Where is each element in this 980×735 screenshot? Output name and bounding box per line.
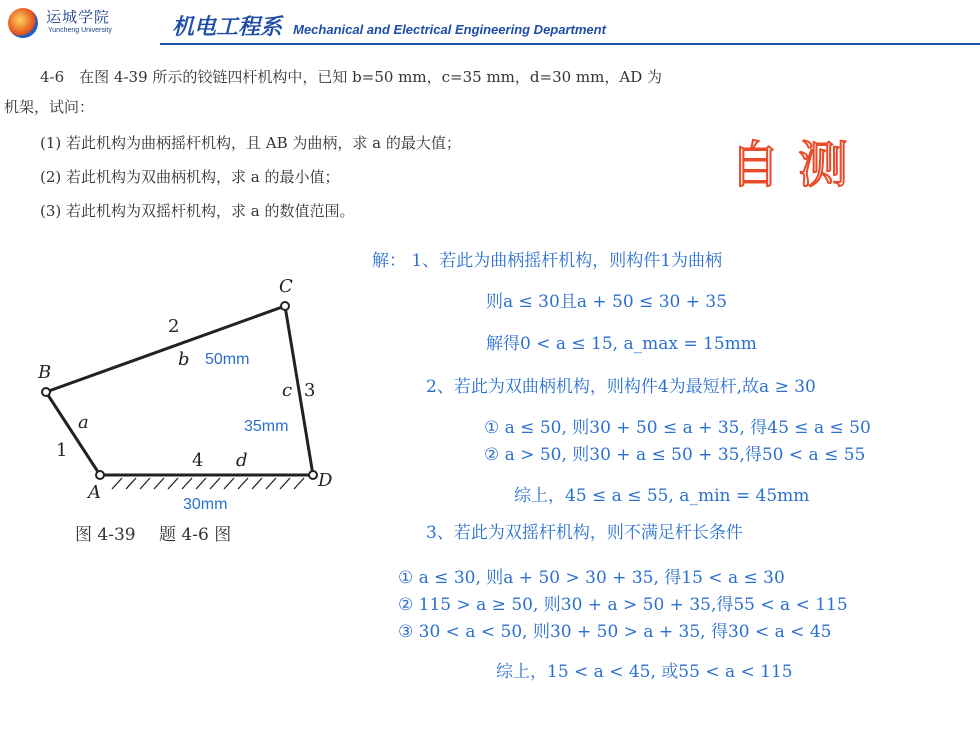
label-n4: 4 — [192, 450, 204, 471]
figure-caption-title: 题 4-6 图 — [159, 525, 232, 545]
solution-2-summary: 综上，45 ≤ a ≤ 55, a_min = 45mm — [514, 486, 810, 506]
solution-3-summary: 综上，15 < a < 45, 或55 < a < 115 — [496, 662, 793, 682]
joint-d — [309, 471, 317, 479]
label-A: A — [88, 482, 101, 503]
link-ab — [46, 392, 100, 475]
department-title-cn: 机电工程系 — [172, 15, 283, 40]
problem-question-2: (2) 若此机构为双曲柄机构，求 a 的最小值； — [40, 168, 340, 186]
problem-question-3: (3) 若此机构为双摇杆机构，求 a 的数值范围。 — [40, 202, 355, 220]
problem-line-2: 机架，试问： — [4, 98, 95, 116]
solution-2-case-1: ① a ≤ 50, 则30 + 50 ≤ a + 35, 得45 ≤ a ≤ 50 — [484, 418, 871, 438]
figure-caption-number: 图 4-39 — [75, 525, 136, 545]
label-n3: 3 — [304, 380, 316, 401]
university-logo — [8, 6, 158, 40]
self-test-stamp: 自测 — [730, 136, 866, 194]
label-b: b — [178, 349, 190, 370]
header — [0, 0, 980, 46]
solution-2-case-2: ② a > 50, 则30 + a ≤ 50 + 35,得50 < a ≤ 55 — [484, 445, 866, 465]
solution-3-case-1: ① a ≤ 30, 则a + 50 > 30 + 35, 得15 < a ≤ 30 — [398, 568, 785, 588]
joint-a — [96, 471, 104, 479]
label-c: c — [282, 380, 293, 401]
linkage-figure — [0, 270, 360, 510]
label-a: a — [78, 412, 89, 433]
solution-3-case-3: ③ 30 < a < 50, 则30 + 50 > a + 35, 得30 < a < 45 — [398, 622, 832, 642]
label-B: B — [38, 362, 52, 383]
link-bc — [46, 306, 285, 392]
solution-1-heading: 解： 1、若此为曲柄摇杆机构，则构件1为曲柄 — [372, 251, 723, 271]
department-title-en: Mechanical and Electrical Engineering Department — [293, 22, 606, 37]
solution-3-case-2: ② 115 > a ≥ 50, 则30 + a > 50 + 35,得55 < a < 115 — [398, 595, 848, 615]
dimension-c: 35mm — [244, 418, 289, 435]
figure-caption — [75, 520, 249, 545]
solution-3-heading: 3、若此为双摇杆机构，则不满足杆长条件 — [426, 523, 743, 543]
solution-2-heading: 2、若此为双曲柄机构，则构件4为最短杆,故a ≥ 30 — [426, 377, 816, 397]
label-C: C — [279, 276, 293, 297]
joint-b — [42, 388, 50, 396]
label-d: d — [236, 450, 248, 471]
problem-line-1: 4-6 在图 4-39 所示的铰链四杆机构中，已知 b=50 mm，c=35 mm，d=30 mm，AD 为 — [40, 68, 663, 86]
department-title — [172, 10, 606, 41]
label-n1: 1 — [56, 440, 68, 461]
solution-1-line-2: 解得0 < a ≤ 15, a_max = 15mm — [486, 334, 757, 354]
joint-c — [281, 302, 289, 310]
logo-emblem-icon — [8, 8, 38, 38]
dimension-d: 30mm — [183, 496, 228, 513]
header-divider — [160, 43, 980, 45]
solution-1-line-1: 则a ≤ 30且a + 50 ≤ 30 + 35 — [486, 292, 728, 312]
logo-text-en: Yuncheng University — [48, 27, 112, 34]
problem-question-1: (1) 若此机构为曲柄摇杆机构，且 AB 为曲柄，求 a 的最大值； — [40, 134, 461, 152]
label-D: D — [318, 470, 333, 491]
logo-text-cn: 运城学院 — [46, 8, 111, 26]
dimension-b: 50mm — [205, 351, 250, 368]
label-n2: 2 — [168, 316, 180, 337]
